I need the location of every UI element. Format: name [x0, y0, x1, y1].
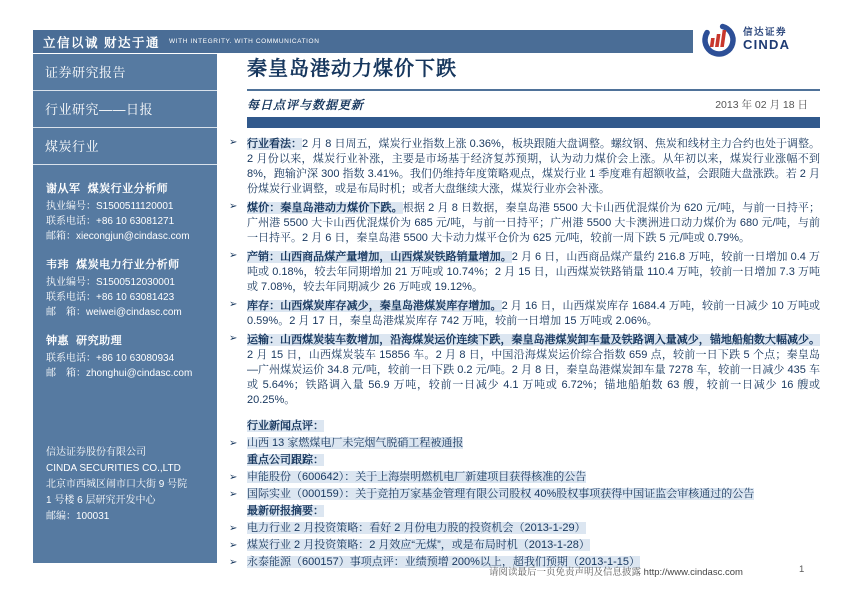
- page-number: 1: [799, 564, 805, 575]
- news-item-text: 山西 13 家燃煤电厂未完烟气脱硝工程被通报: [247, 437, 464, 449]
- analyst-name: 谢从军: [46, 183, 81, 195]
- bullet-lead: 行业看法：: [247, 138, 303, 150]
- bullet-text: [247, 250, 820, 295]
- arrow-bullet-icon: ➢: [229, 540, 238, 551]
- summary-sections: [229, 418, 820, 571]
- report-title: 秦皇岛港动力煤价下跌: [247, 58, 457, 80]
- bullet-body: 根据 2 月 8 日数据，秦皇岛港 5500 大卡山西优混煤价为 620 元/吨，与前一日持平；广州港 5500 大卡山西优混煤价为 685 元/吨，与前一日持平；广州港 5500 大卡澳洲进口动力煤价为 680 元/吨，与前一日持平。2 月 6 日，秦皇岛港 5500 大卡动力煤平仓价为 625 元/吨，较前一周下跌 5 元/吨或 0.79%。: [247, 202, 821, 244]
- bullet-lead: 煤价：秦皇岛港动力煤价下跌。: [247, 202, 403, 214]
- arrow-bullet-icon: ➢: [229, 489, 238, 500]
- analyst-role: 煤炭行业分析师: [87, 183, 169, 195]
- analyst-role: 煤炭电力行业分析师: [76, 259, 180, 271]
- latest-report-item: [229, 520, 820, 537]
- arrow-bullet-icon: ➢: [229, 333, 238, 344]
- analyst-email: 邮 箱：zhonghui@cindasc.com: [46, 368, 193, 379]
- main-content: [229, 56, 821, 571]
- logo-name-en: CINDA: [743, 37, 791, 53]
- company-info: [46, 445, 209, 525]
- bullet-transport: [229, 333, 820, 408]
- company-name-cn: 信达证券股份有限公司: [46, 447, 146, 458]
- report-item-text: 煤炭行业 2 月投资策略：2 月效应“无煤”，或是布局时机（2013-1-28）: [247, 539, 590, 551]
- analyst-name: 韦玮: [46, 259, 69, 271]
- analyst-license: 执业编号：S1500512030001: [46, 277, 175, 288]
- analyst-name-role: [46, 332, 209, 348]
- bullet-body: 2 月 16 日，山西煤炭库存 1684.4 万吨，较前一日减少 10 万吨或 0.59%。2 月 17 日，秦皇岛港煤炭库存 742 万吨，较前一日增加 15 万吨或 2.06%。: [247, 300, 821, 327]
- bullet-text: [247, 333, 820, 408]
- sidebar-body: [33, 165, 217, 525]
- section-heading-text: 重点公司跟踪：: [247, 454, 324, 466]
- arrow-bullet-icon: ➢: [229, 472, 238, 483]
- analyst-name-role: [46, 180, 209, 196]
- company-address-line1: 北京市西城区闹市口大街 9 号院: [46, 479, 188, 490]
- bullet-text: [247, 137, 820, 197]
- banner-slogan-en: WITH INTEGRITY. WITH COMMUNICATION: [168, 38, 320, 45]
- analyst-card: [46, 256, 209, 320]
- bullet-text: [247, 299, 820, 329]
- section-heading-companies: [247, 452, 820, 469]
- analyst-role: 研究助理: [76, 335, 123, 347]
- footer-disclaimer: [489, 564, 743, 578]
- analyst-card: [46, 332, 209, 381]
- company-tracking-item: [229, 469, 820, 486]
- bullet-lead: 库存：山西煤炭库存减少，秦皇岛港煤炭库存增加。: [247, 300, 502, 312]
- company-tracking-item: [229, 486, 820, 503]
- top-banner: [33, 30, 693, 53]
- report-item-text: 电力行业 2 月投资策略：看好 2 月份电力股的投资机会（2013-1-29）: [247, 522, 586, 534]
- sidebar-header-research-type: 行业研究——日报: [33, 91, 217, 128]
- analyst-email: 邮 箱：weiwei@cindasc.com: [46, 307, 182, 318]
- navy-band: [247, 117, 820, 128]
- company-item-text: 国际实业（000159）：关于竞拍万家基金管理有限公司股权 40%股权事项获得中国证监会审核通过的公告: [247, 488, 755, 500]
- section-heading-text: 行业新闻点评：: [247, 420, 324, 432]
- bullet-industry-view: [229, 137, 821, 197]
- arrow-bullet-icon: ➢: [229, 299, 238, 310]
- bullet-body: 2 月 8 日周五，煤炭行业指数上涨 0.36%，板块跟随大盘调整。螺纹钢、焦炭和线材主力合约也处于调整。2 月份以来，煤炭行业补涨，主要是市场基于经济复苏预期，认为动力煤价会上涨。从年初以来，煤炭行业涨幅不到 8%，跑输沪深 300 指数 3.41%。我们仍维持年度策略观点，煤炭行业 1 季度难有超额收益，会跟随大盘涨跌。若 2 月份煤炭行业调整，或是布局时机；或者大盘继续大涨，煤炭行业亦会补涨。: [247, 138, 821, 195]
- arrow-bullet-icon: ➢: [229, 250, 238, 261]
- bullet-production-sales: [229, 250, 820, 295]
- footer-url[interactable]: http://www.cindasc.com: [643, 567, 743, 578]
- company-name-en: CINDA SECURITIES CO.,LTD: [46, 463, 181, 474]
- logo-text: [743, 28, 790, 53]
- report-subtitle: 每日点评与数据更新: [247, 97, 365, 112]
- bullet-coal-price: [229, 201, 821, 246]
- analyst-phone: 联系电话：+86 10 63081423: [46, 292, 175, 303]
- arrow-bullet-icon: ➢: [229, 557, 238, 568]
- disclaimer-text: 请阅读最后一页免责声明及信息披露: [489, 567, 642, 578]
- logo-name-cn: 信达证券: [743, 26, 788, 38]
- company-address-line2: 1 号楼 6 层研究开发中心: [46, 495, 156, 506]
- analyst-card: [46, 180, 209, 244]
- sidebar: [33, 54, 217, 563]
- report-date: 2013 年 02 月 18 日: [715, 98, 808, 111]
- page-footer: [0, 564, 842, 580]
- report-item-text: 永泰能源（600157）事项点评：业绩预增 200%以上，超我们预期（2013-1-15）: [247, 556, 641, 568]
- bullet-body: 2 月 15 日，山西煤炭装车 15856 车。2 月 8 日，中国沿海煤炭运价综合指数 659 点，较前一日下跌 5 个点；秦皇岛—广州煤炭运价 34.8 元/吨，较前一日下跌 0.2 元/吨。2 月 8 日，秦皇岛港煤炭卸车量 7278 车，较前一日减少 435 车或 5.64%；铁路调入量 56.9 万吨，较前一日减少 4.1 万吨或 6.72%；锚地船舶数 63 艘，较前一日减少 16 艘或 20.25%。: [247, 349, 820, 406]
- section-heading-latest-reports: [247, 503, 820, 520]
- logo-bars-icon: [710, 30, 726, 47]
- sidebar-header-industry: 煤炭行业: [33, 128, 217, 165]
- arrow-bullet-icon: ➢: [229, 438, 238, 449]
- section-heading-text: 最新研报摘要：: [247, 505, 324, 517]
- analyst-name: 钟惠: [46, 335, 69, 347]
- subtitle-row: [247, 91, 820, 117]
- analyst-phone: 联系电话：+86 10 63081271: [46, 216, 175, 227]
- cinda-logo-icon: [700, 21, 738, 59]
- company-zipcode: 邮编：100031: [46, 511, 110, 522]
- analyst-name-role: [46, 256, 209, 272]
- bullet-lead: 运输：山西煤炭装车数增加，沿海煤炭运价连续下跌，秦皇岛港煤炭卸车量及铁路调入量减少，锚地船舶数大幅减少。: [247, 334, 820, 346]
- bullet-body: 2 月 6 日，山西商品煤产量约 216.8 万吨，较前一日增加 0.4 万吨或 0.18%，较去年同期增加 21 万吨或 10.74%；2 月 15 日，山西煤炭铁路销量 110.4 万吨，较前一日增加 7.3 万吨或 7.08%，较去年同期减少 26 万吨或 19.12%。: [247, 251, 820, 293]
- sidebar-header-report-type: 证券研究报告: [33, 54, 217, 91]
- section-heading-news: [247, 418, 820, 435]
- arrow-bullet-icon: ➢: [229, 523, 238, 534]
- bullet-text: [247, 201, 820, 246]
- bullet-lead: 产销：山西商品煤产量增加，山西煤炭铁路销量增加。: [247, 251, 512, 263]
- analyst-license: 执业编号：S1500511120001: [46, 201, 174, 212]
- company-item-text: 申能股份（600642）：关于上海崇明燃机电厂新建项目获得核准的公告: [247, 471, 587, 483]
- arrow-bullet-icon: ➢: [229, 201, 238, 212]
- bullet-inventory: [229, 299, 821, 329]
- analyst-phone: 联系电话：+86 10 63080934: [46, 353, 175, 364]
- arrow-bullet-icon: ➢: [229, 137, 238, 148]
- bullet-list: [229, 137, 821, 408]
- banner-slogan-cn: 立信以诚 财达于通: [43, 35, 160, 50]
- cinda-logo: [700, 21, 790, 59]
- news-item: [229, 435, 820, 452]
- analyst-email: 邮箱：xiecongjun@cindasc.com: [46, 231, 190, 242]
- latest-report-item: [229, 537, 820, 554]
